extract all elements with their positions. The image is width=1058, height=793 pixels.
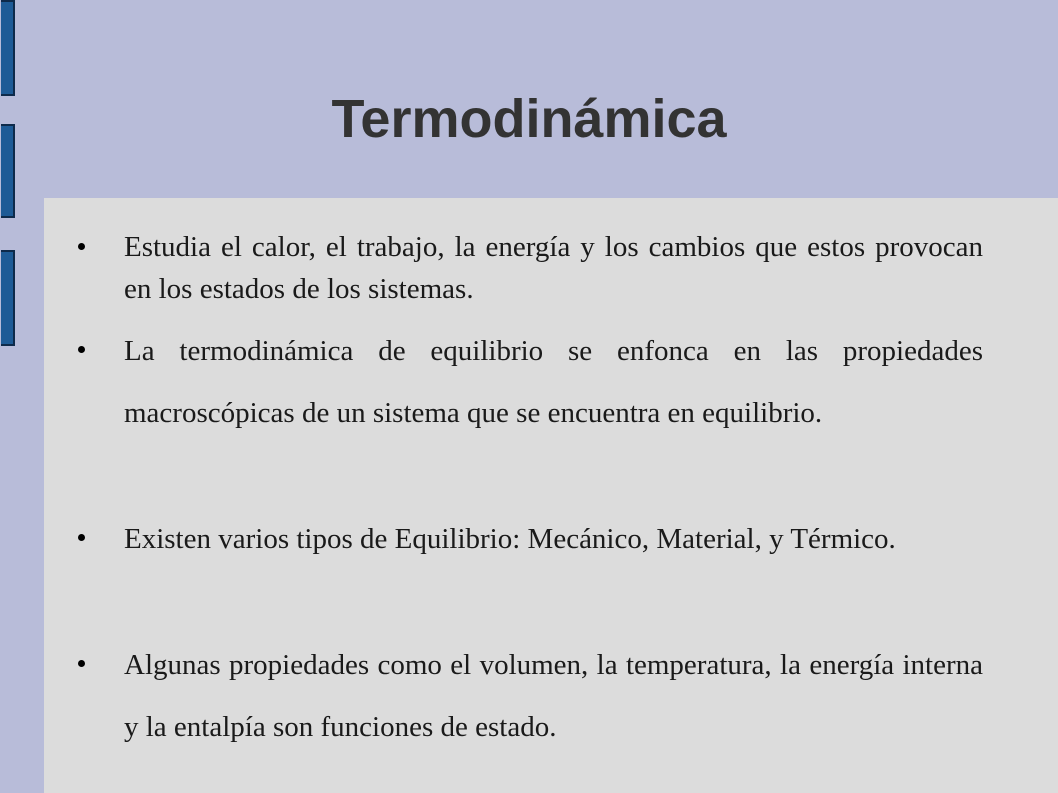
bullet-item: [78, 634, 983, 758]
bullet-dot-icon: [78, 346, 85, 353]
bullet-dot-icon: [78, 534, 85, 541]
decorative-tab-1: [1, 0, 15, 96]
slide-content: [44, 198, 1058, 793]
bullet-text: Existen varios tipos de Equilibrio: Mecánico, Material, y Térmico.: [124, 523, 896, 555]
bullet-text: La termodinámica de equilibrio se enfonca en las propiedades macroscópicas de un sistema que se encuentra en equilibrio.: [124, 335, 983, 429]
bullet-dot-icon: [78, 660, 85, 667]
bullet-item: [78, 320, 983, 444]
bullet-item: [78, 226, 983, 310]
bullet-dot-icon: [78, 243, 85, 250]
bullet-text: Algunas propiedades como el volumen, la temperatura, la energía interna y la entalpía son funciones de estado.: [124, 649, 983, 743]
bullet-text: Estudia el calor, el trabajo, la energía y los cambios que estos provocan en los estados de los sistemas.: [124, 231, 983, 305]
slide-title: Termodinámica: [331, 89, 727, 149]
bullet-item: [78, 508, 983, 570]
decorative-tab-3: [1, 250, 15, 346]
